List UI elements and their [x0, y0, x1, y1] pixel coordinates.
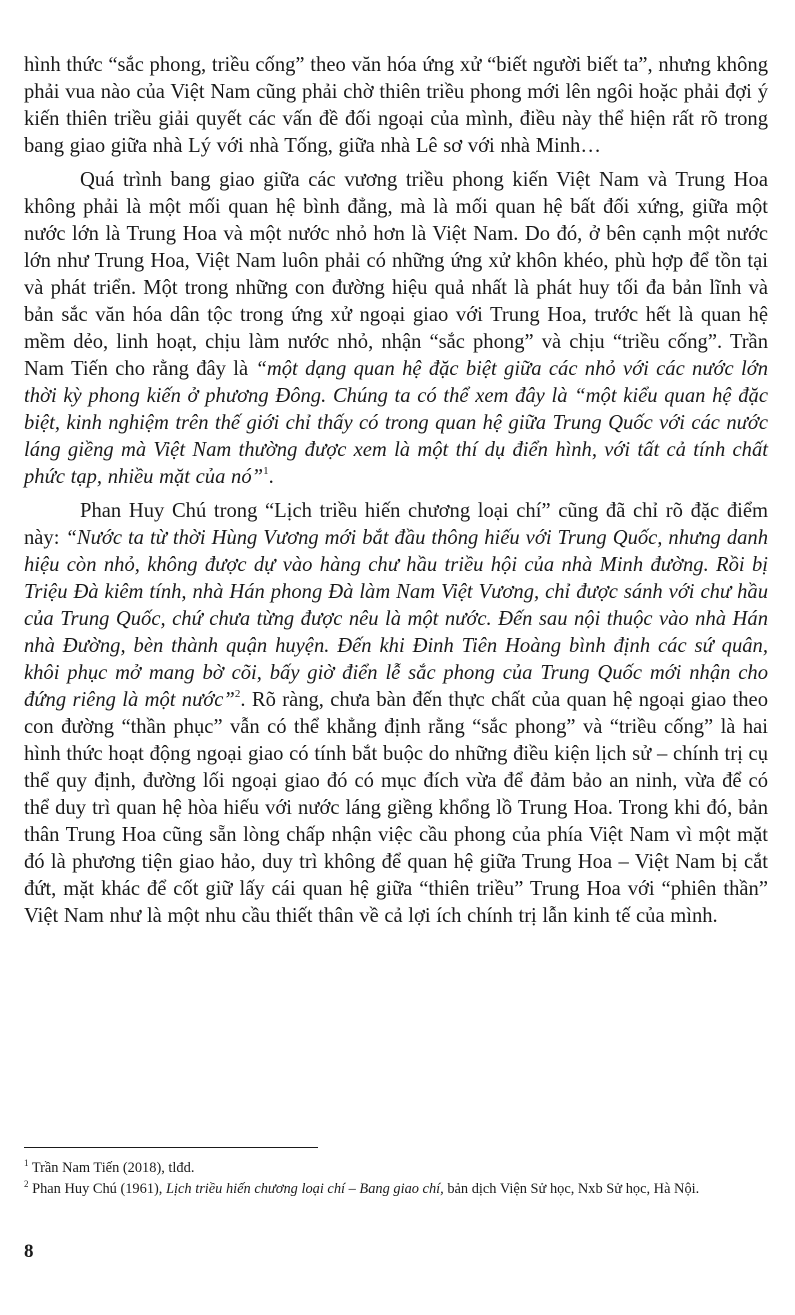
paragraph-3 [24, 498, 768, 930]
footnote-2 [24, 1179, 768, 1200]
footnote-2-title: Lịch triều hiến chương loại chí – Bang giao chí, [166, 1181, 444, 1197]
paragraph-1-text: hình thức “sắc phong, triều cống” theo văn hóa ứng xử “biết người biết ta”, nhưng không phải vua nào của Việt Nam cũng phải chờ thiên triều phong mới lên ngôi hoặc phải đợi ý kiến thiên triều giải quyết các vấn đề đối ngoại của mình, điều này thể hiện rất rõ trong bang giao giữa nhà Lý với nhà Tống, giữa nhà Lê sơ với nhà Minh… [24, 54, 768, 157]
footnote-2-number: 2 [24, 1179, 29, 1189]
main-text [24, 52, 768, 930]
footnotes [24, 1158, 768, 1200]
paragraph-2-end: . [268, 466, 274, 488]
paragraph-2-quote: “một dạng quan hệ đặc biệt giữa các nhỏ với các nước lớn thời kỳ phong kiến ở phương Đông. Chúng ta có thể xem đây là “một kiểu quan hệ đặc biệt, kinh nghiệm trên thế giới chỉ thấy có trong quan hệ giữa Trung Quốc với các nước láng giềng mà Việt Nam thường được xem là một thí dụ điển hình, với tất cả tính chất phức tạp, nhiều mặt của nó” [24, 358, 768, 488]
footnote-ref-2: 2 [234, 688, 241, 700]
page-number: 8 [24, 1241, 34, 1262]
paragraph-2-text: Quá trình bang giao giữa các vương triều phong kiến Việt Nam và Trung Hoa không phải là một mối quan hệ bình đẳng, mà là mối quan hệ bất đối xứng, giữa một nước lớn là Trung Hoa và một nước nhỏ hơn là Việt Nam. Do đó, ở bên cạnh một nước lớn như Trung Hoa, Việt Nam luôn phải có những ứng xử khôn khéo, phù hợp để tồn tại và phát triển. Một trong những con đường hiệu quả nhất là phát huy tối đa bản lĩnh và bản sắc văn hóa dân tộc trong ứng xử ngoại giao với Trung Hoa, trước hết là quan hệ mềm dẻo, linh hoạt, chịu làm nước nhỏ, nhận “sắc phong” và chịu “triều cống”. Trần Nam Tiến cho rằng đây là [24, 169, 768, 380]
footnote-1 [24, 1158, 768, 1179]
footnote-1-number: 1 [24, 1158, 29, 1168]
paragraph-2 [24, 167, 768, 491]
paragraph-3-quote: “Nước ta từ thời Hùng Vương mới bắt đầu thông hiếu với Trung Quốc, nhưng danh hiệu còn nhỏ, không được dự vào hàng chư hầu triều hội của nhà Minh đường. Rồi bị Triệu Đà kiêm tính, nhà Hán phong Đà làm Nam Việt Vương, chỉ được sánh với chư hầu của Trung Quốc, chứ chưa từng được nêu là một nước. Đến sau nội thuộc vào nhà Hán nhà Đường, bèn thành quận huyện. Đến khi Đinh Tiên Hoàng bình định các sứ quân, khôi phục mở mang bờ cõi, bấy giờ điển lễ sắc phong của Trung Quốc mới nhận cho đứng riêng là một nước” [24, 527, 769, 711]
paragraph-1 [24, 52, 768, 160]
footnote-2-publisher: bản dịch Viện Sử học, Nxb Sử học, Hà Nội. [443, 1181, 700, 1197]
paragraph-3-body: . Rõ ràng, chưa bàn đến thực chất của quan hệ ngoại giao theo con đường “thần phục” vẫn có thể khẳng định rằng “sắc phong” và “triều cống” là hai hình thức hoạt động ngoại giao có tính bắt buộc do những điều kiện lịch sử – chính trị cụ thể quy định, đường lối ngoại giao đó có mục đích vừa để đảm bảo an ninh, vừa để có thể duy trì quan hệ hòa hiếu với nước láng giềng khổng lồ Trung Hoa. Trong khi đó, bản thân Trung Hoa cũng sẵn lòng chấp nhận việc cầu phong của phía Việt Nam vì một mặt đó là phương tiện giao hảo, duy trì không để quan hệ giữa Trung Hoa – Việt Nam bị cắt đứt, mặt khác để cốt giữ lấy cái quan hệ giữa “thiên triều” Trung Hoa với “phiên thần” Việt Nam như là một nhu cầu thiết thân về cả lợi ích chính trị lẫn kinh tế của mình. [24, 689, 768, 927]
footnote-divider [24, 1147, 318, 1148]
paragraph-3-intro: Phan Huy Chú trong “Lịch triều hiến chương loại chí” cũng đã chỉ rõ đặc điểm này: [24, 500, 768, 549]
footnote-ref-1: 1 [263, 465, 269, 477]
footnote-1-text: Trần Nam Tiến (2018), tlđd. [28, 1160, 195, 1176]
footnote-2-author: Phan Huy Chú (1961), [28, 1181, 167, 1197]
